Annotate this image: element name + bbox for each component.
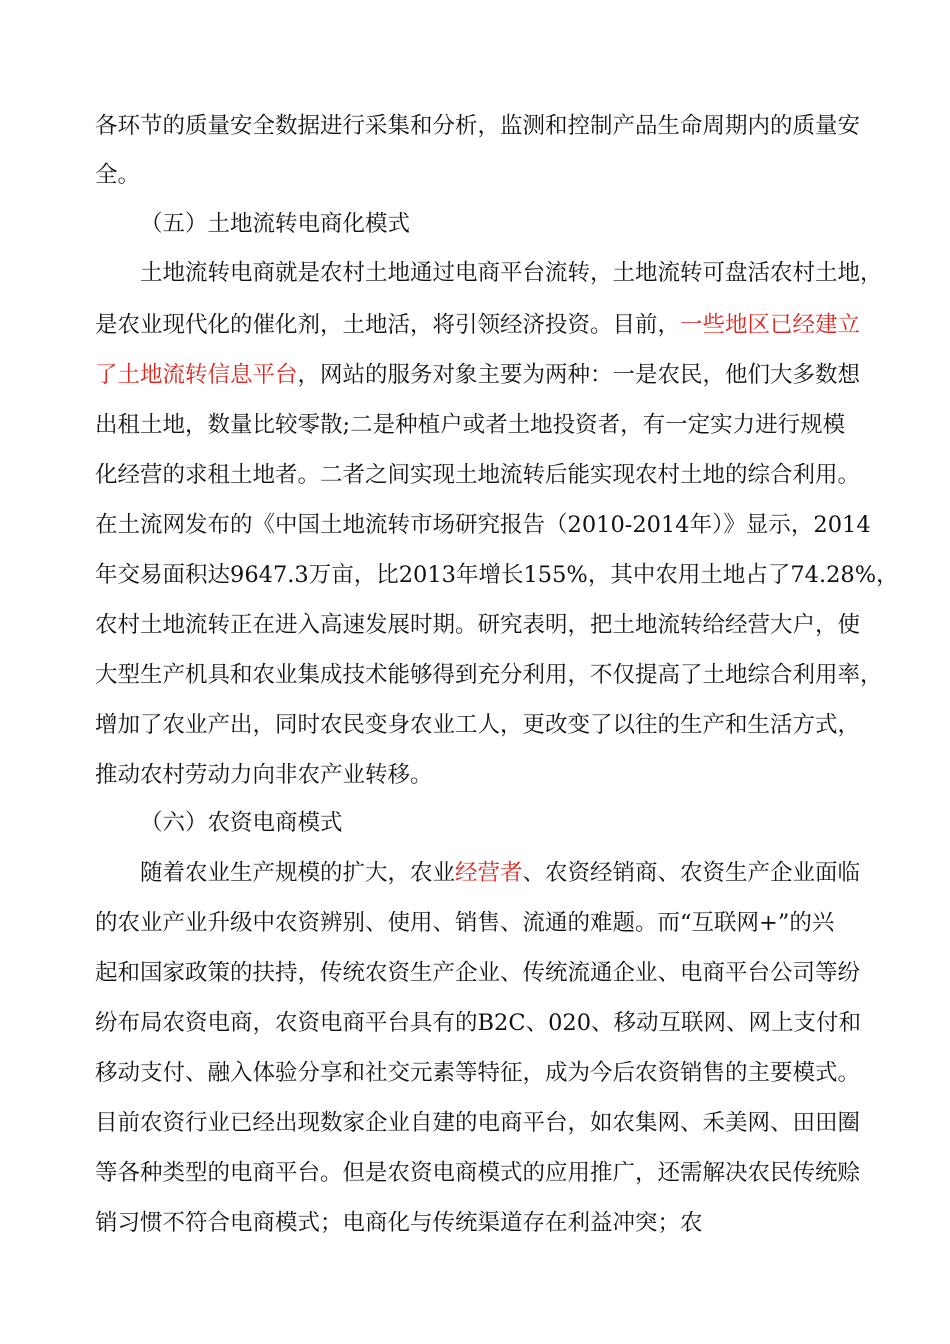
- paragraph-line: [95, 106, 860, 146]
- text-run: 出租土地，数量比较零散;二是种植户或者土地投资者，有一定实力进行规模: [95, 412, 846, 438]
- paragraph-line: [95, 705, 860, 745]
- text-run: 销习惯不符合电商模式；电商化与传统渠道存在利益冲突；农: [95, 1210, 703, 1236]
- text-run: ，网站的服务对象主要为两种：一是农民，他们大多数想: [297, 362, 861, 388]
- paragraph-line: [95, 605, 860, 645]
- paragraph-line: [95, 1153, 860, 1193]
- text-run: 化经营的求租土地者。二者之间实现土地流转后能实现农村土地的综合利用。: [95, 462, 861, 488]
- highlighted-text: 一些地区已经建立: [680, 312, 861, 338]
- text-run: 全。: [95, 162, 141, 188]
- text-run: 大型生产机具和农业集成技术能够得到充分利用，不仅提高了土地综合利用率，: [95, 662, 883, 688]
- section-heading: [140, 803, 343, 843]
- paragraph-line: [95, 755, 433, 795]
- paragraph-line: [95, 1053, 860, 1093]
- heading-text: （五）土地流转电商化模式: [140, 211, 411, 237]
- paragraph-line: [95, 555, 899, 595]
- text-run: 起和国家政策的扶持，传统农资生产企业、传统流通企业、电商平台公司等纷: [95, 960, 861, 986]
- paragraph-line: [95, 305, 860, 345]
- paragraph-line: [95, 505, 871, 545]
- text-run: 增加了农业产出，同时农民变身农业工人，更改变了以往的生产和生活方式，: [95, 712, 861, 738]
- text-run: 纷布局农资电商，农资电商平台具有的B2C、020、移动互联网、网上支付和: [95, 1010, 862, 1036]
- highlighted-text: 了土地流转信息平台: [95, 362, 298, 388]
- paragraph-line: [140, 853, 860, 893]
- highlighted-text: 经营者: [455, 860, 523, 886]
- paragraph-line: [95, 903, 834, 943]
- text-run: 、农资经销商、农资生产企业面临: [522, 860, 861, 886]
- paragraph-line: [95, 1103, 860, 1143]
- text-run: 随着农业生产规模的扩大，农业: [140, 860, 456, 886]
- paragraph-line: [95, 155, 140, 195]
- section-heading: [140, 204, 410, 244]
- text-run: 各环节的质量安全数据进行采集和分析，监测和控制产品生命周期内的质量安: [95, 113, 861, 139]
- text-run: 农村土地流转正在进入高速发展时期。研究表明，把土地流转给经营大户，使: [95, 612, 861, 638]
- paragraph-line: [95, 455, 860, 495]
- text-run: 在土流网发布的《中国土地流转市场研究报告（2010-2014年）》显示，2014: [95, 512, 871, 538]
- paragraph-line: [95, 655, 883, 695]
- paragraph-line: [95, 1003, 861, 1043]
- text-run: 目前农资行业已经出现数家企业自建的电商平台，如农集网、禾美网、田田圈: [95, 1110, 861, 1136]
- paragraph-line: [140, 253, 883, 293]
- text-run: 土地流转电商就是农村土地通过电商平台流转，土地流转可盘活农村土地，: [140, 260, 883, 286]
- text-run: 年交易面积达9647.3万亩，比2013年增长155%，其中农用土地占了74.28%，: [95, 562, 899, 588]
- paragraph-line: [95, 953, 860, 993]
- text-run: 等各种类型的电商平台。但是农资电商模式的应用推广，还需解决农民传统赊: [95, 1160, 861, 1186]
- paragraph-line: [95, 405, 845, 445]
- text-run: 是农业现代化的催化剂，土地活，将引领经济投资。目前，: [95, 312, 681, 338]
- paragraph-line: [95, 1203, 703, 1243]
- text-run: 推动农村劳动力向非农产业转移。: [95, 762, 433, 788]
- paragraph-line: [95, 355, 860, 395]
- heading-text: （六）农资电商模式: [140, 810, 343, 836]
- text-run: 的农业产业升级中农资辨别、使用、销售、流通的难题。而“互联网+”的兴: [95, 910, 835, 936]
- text-run: 移动支付、融入体验分享和社交元素等特征，成为今后农资销售的主要模式。: [95, 1060, 861, 1086]
